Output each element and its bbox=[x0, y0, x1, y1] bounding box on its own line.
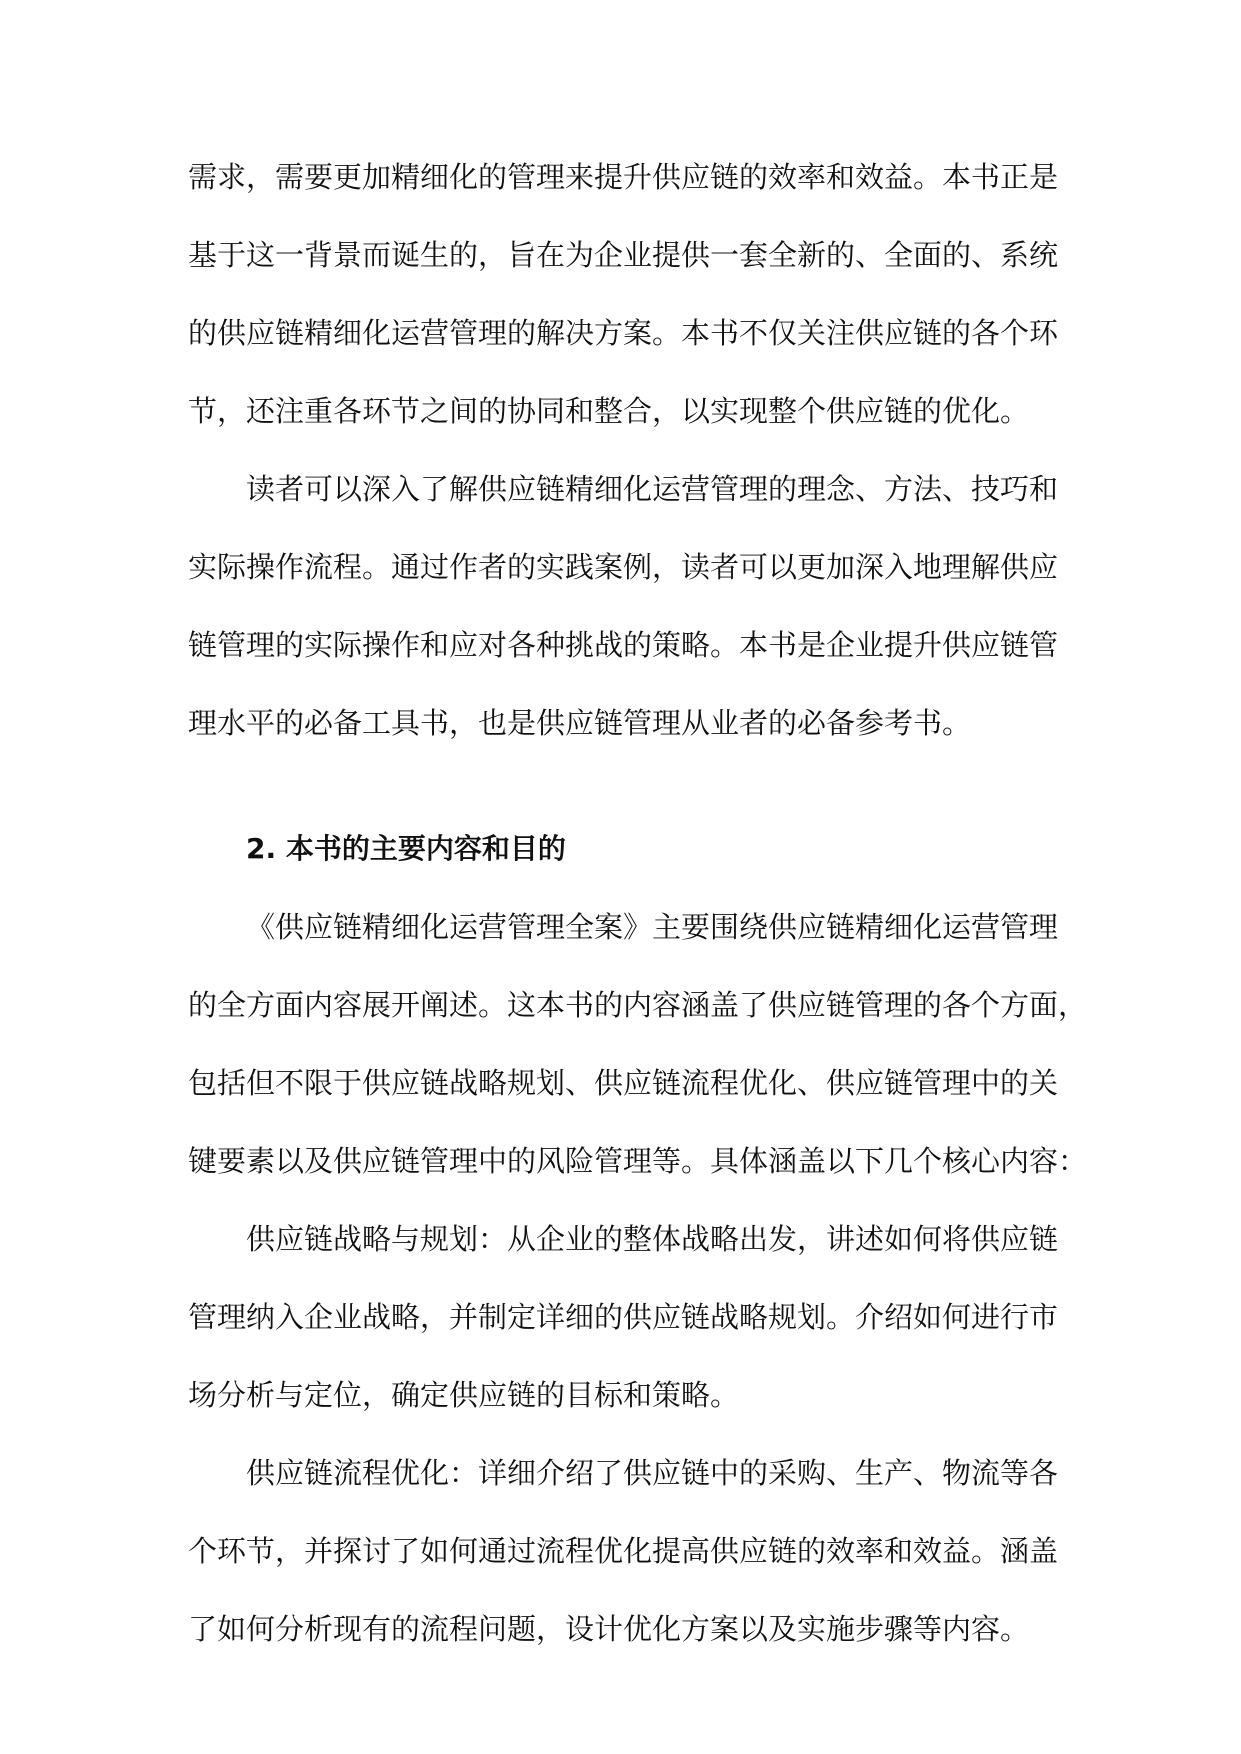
text-line: 键要素以及供应链管理中的风险管理等。具体涵盖以下几个核心内容： bbox=[188, 1144, 1088, 1178]
text-line: 链管理的实际操作和应对各种挑战的策略。本书是企业提升供应链管 bbox=[188, 628, 1059, 662]
text-line: 供应链流程优化：详细介绍了供应链中的采购、生产、物流等各 bbox=[246, 1456, 1059, 1490]
document-body bbox=[188, 138, 1088, 1668]
section-spacer bbox=[188, 762, 1058, 810]
text-line: 读者可以深入了解供应链精细化运营管理的理念、方法、技巧和 bbox=[246, 472, 1059, 506]
paragraph-4 bbox=[188, 1200, 1058, 1434]
text-line: 需求，需要更加精细化的管理来提升供应链的效率和效益。本书正是 bbox=[188, 160, 1059, 194]
text-line: 管理纳入企业战略，并制定详细的供应链战略规划。介绍如何进行市 bbox=[188, 1300, 1059, 1334]
text-line: 的全方面内容展开阐述。这本书的内容涵盖了供应链管理的各个方面， bbox=[188, 988, 1088, 1022]
section-heading: 2. 本书的主要内容和目的 bbox=[246, 832, 566, 865]
text-line: 个环节，并探讨了如何通过流程优化提高供应链的效率和效益。涵盖 bbox=[188, 1534, 1059, 1568]
text-line: 实际操作流程。通过作者的实践案例，读者可以更加深入地理解供应 bbox=[188, 550, 1059, 584]
paragraph-2 bbox=[188, 450, 1058, 762]
paragraph-3 bbox=[188, 888, 1088, 1200]
paragraph-1 bbox=[188, 138, 1058, 450]
paragraph-5 bbox=[188, 1434, 1058, 1668]
text-line: 理水平的必备工具书，也是供应链管理从业者的必备参考书。 bbox=[188, 706, 972, 740]
text-line: 场分析与定位，确定供应链的目标和策略。 bbox=[188, 1378, 740, 1412]
text-line: 供应链战略与规划：从企业的整体战略出发，讲述如何将供应链 bbox=[246, 1222, 1059, 1256]
text-line: 的供应链精细化运营管理的解决方案。本书不仅关注供应链的各个环 bbox=[188, 316, 1059, 350]
text-line: 节，还注重各环节之间的协同和整合，以实现整个供应链的优化。 bbox=[188, 394, 1030, 428]
text-line: 了如何分析现有的流程问题，设计优化方案以及实施步骤等内容。 bbox=[188, 1612, 1030, 1646]
text-line: 包括但不限于供应链战略规划、供应链流程优化、供应链管理中的关 bbox=[188, 1066, 1059, 1100]
text-line: 《供应链精细化运营管理全案》主要围绕供应链精细化运营管理 bbox=[246, 910, 1059, 944]
text-line: 基于这一背景而诞生的，旨在为企业提供一套全新的、全面的、系统 bbox=[188, 238, 1059, 272]
